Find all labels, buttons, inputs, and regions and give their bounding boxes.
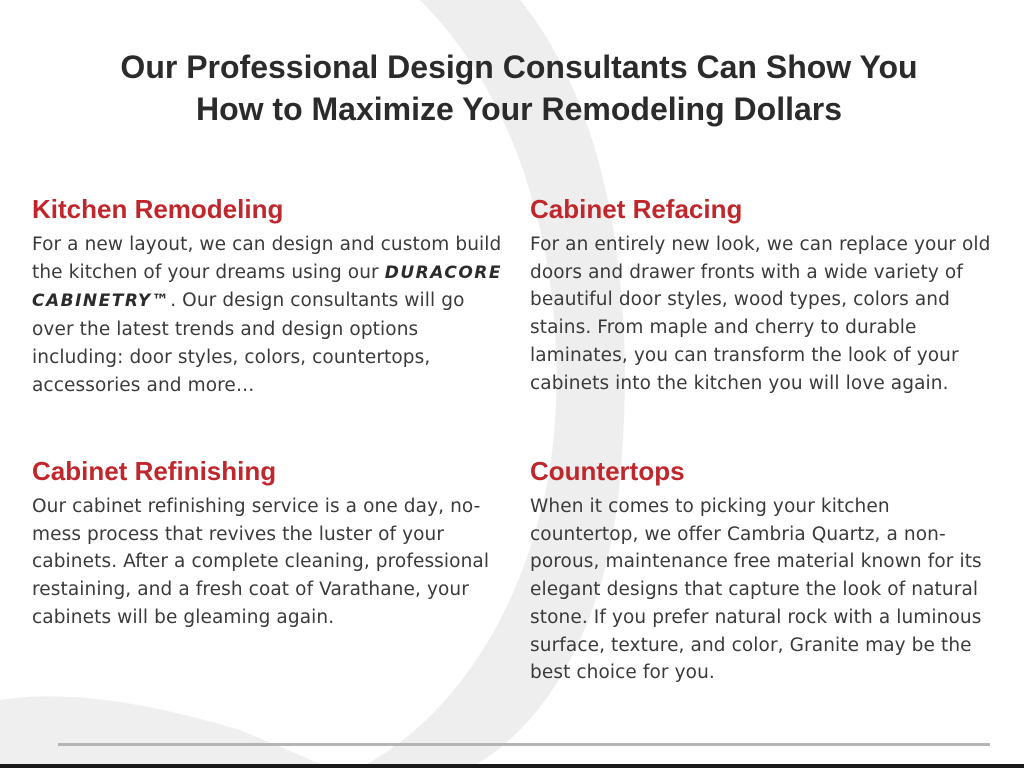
section-cabinet-refacing	[530, 193, 1000, 397]
body-text-before-brand: For a new layout, we can design and custom build the kitchen of your dreams using our	[32, 234, 502, 283]
page-title	[40, 46, 998, 130]
section-countertops	[530, 455, 1000, 687]
page-title-line-1: Our Professional Design Consultants Can Show You	[120, 49, 918, 85]
bottom-edge-bar	[0, 764, 1024, 768]
page-title-line-2: How to Maximize Your Remodeling Dollars	[195, 91, 843, 127]
section-body: Our cabinet refinishing service is a one day, no-mess process that revives the luster of your cabinets. After a complete cleaning, professional restaining, and a fresh coat of Varathane, your cabinets will be gleaming again.	[32, 496, 490, 628]
section-heading: Kitchen Remodeling	[32, 194, 284, 224]
footer-divider	[58, 743, 990, 746]
section-body	[32, 231, 502, 399]
section-body: For an entirely new look, we can replace your old doors and drawer fronts with a wide variety of beautiful door styles, wood types, colors and stains. From maple and cherry to durable laminates, you can transform the look of your cabinets into the kitchen you will love again.	[530, 234, 991, 394]
section-body: When it comes to picking your kitchen countertop, we offer Cambria Quartz, a non-porous, maintenance free material known for its elegant designs that capture the look of natural stone. If you prefer natural rock with a luminous surface, texture, and color, Granite may be the best choice for you.	[530, 496, 982, 684]
section-heading: Cabinet Refinishing	[32, 456, 277, 486]
body-text-after-brand: . Our design consultants will go over the latest trends and design options including: door styles, colors, countertops, accessories and more…	[32, 290, 465, 396]
brand-name: DURACORE CABINETRY™	[32, 262, 502, 312]
section-heading: Cabinet Refacing	[530, 194, 743, 224]
section-kitchen-remodeling	[32, 193, 502, 399]
section-cabinet-refinishing	[32, 455, 502, 632]
section-heading: Countertops	[530, 456, 685, 486]
